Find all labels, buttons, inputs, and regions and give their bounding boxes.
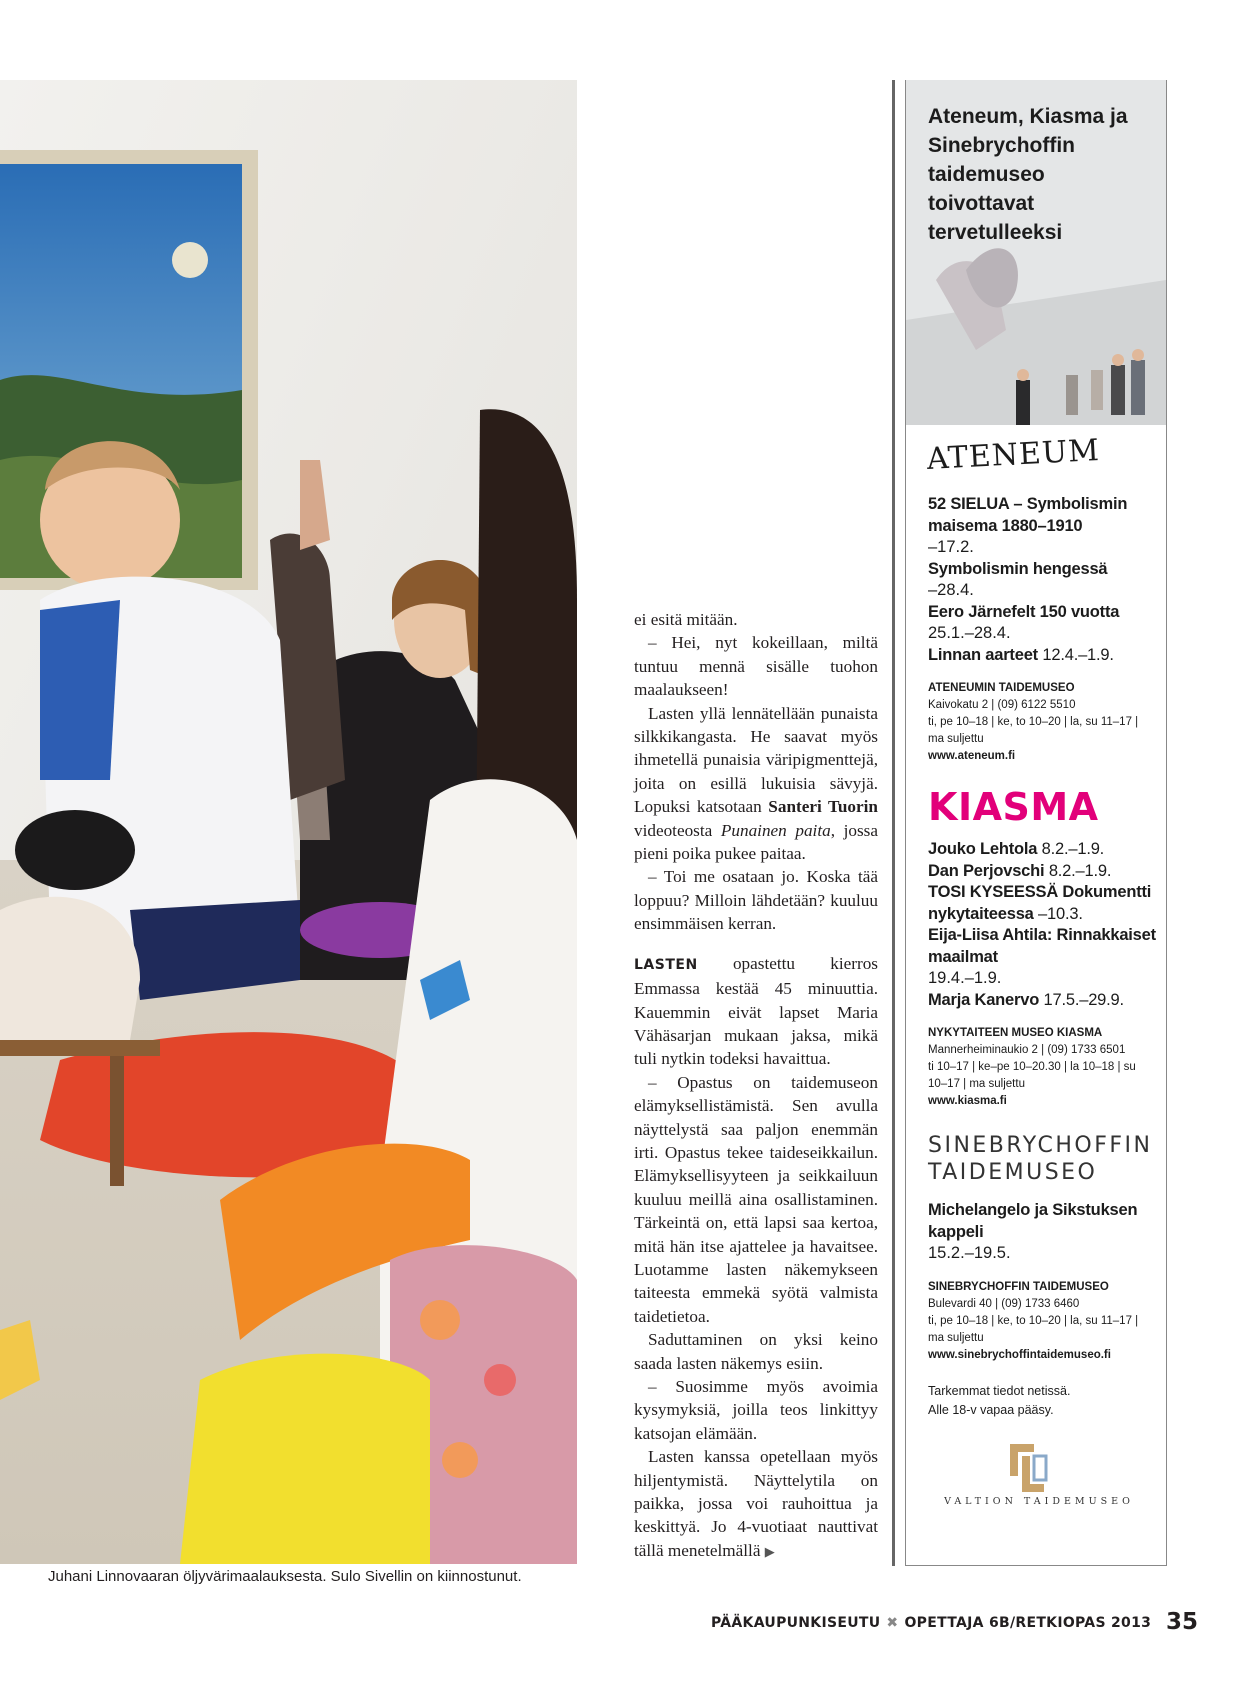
photo-caption: Juhani Linnovaaran öljyvärimaalauksesta. Sulo Sivellin on kiinnostunut. xyxy=(48,1568,522,1585)
article-paragraph: – Toi me osataan jo. Koska tää loppuu? Milloin lähdetään? kuuluu ensimmäisen kerran. xyxy=(634,867,878,934)
exhibition-date: 8.2.–1.9. xyxy=(1048,861,1112,880)
article-text: , jossa pieni poika pukee paitaa. xyxy=(634,820,878,864)
exhibition-title: Marja Kanervo xyxy=(928,990,1040,1009)
website-link[interactable]: www.kiasma.fi xyxy=(928,1095,1007,1107)
article-paragraph: – Opastus on taidemuseon elämyksellistämistä. Sen avulla näyttelystä saa paljon enemmän irti. Opastus tekee taideseikkailun. Elämyksellisyyteen ja seikkailuun kuuluu meillä aina osallistaminen. Tärkeintä on, että lapsi saa kertoa, mitä hän itse ajattelee ja havaitsee. Luotamme lasten näkemykseen taiteesta emmekä syötä valmista taidetietoa. xyxy=(634,1072,878,1326)
exhibition-date: 19.4.–1.9. xyxy=(928,969,1002,987)
continue-arrow-icon: ▶ xyxy=(764,1543,775,1559)
section-name: PÄÄKAUPUNKISEUTU xyxy=(711,1615,881,1631)
institution-name: NYKYTAITEEN MUSEO KIASMA xyxy=(928,1027,1103,1039)
lead-word: LASTEN xyxy=(634,956,698,973)
exhibition-title: Symbolismin hengessä xyxy=(928,559,1108,578)
exhibition-item xyxy=(928,861,1156,883)
article-paragraph xyxy=(634,702,878,866)
article-paragraph: ei esitä mitään. xyxy=(634,610,738,629)
exhibition-item xyxy=(928,882,1156,925)
exhibition-date: –17.2. xyxy=(928,538,974,556)
website-link[interactable]: www.sinebrychoffintaidemuseo.fi xyxy=(928,1348,1111,1361)
info-note-line: Alle 18-v vapaa pääsy. xyxy=(928,1402,1054,1417)
article-text: opastettu kierros Emmassa kestää 45 minuuttia. Kauemmin eivät lapset Maria Vähäsarjan mukaan jaksa, mikä tuli nytkin todeksi havaittua. xyxy=(634,953,878,1069)
institution-name: ATENEUMIN TAIDEMUSEO xyxy=(928,682,1075,694)
exhibition-date: 8.2.–1.9. xyxy=(1041,840,1105,858)
article-paragraph xyxy=(634,1445,878,1563)
sidebar-photo xyxy=(906,80,1166,425)
page-footer xyxy=(711,1615,1151,1631)
valtion-taidemuseo-wordmark: VALTION TAIDEMUSEO xyxy=(944,1496,1134,1507)
main-photo xyxy=(0,80,577,1564)
article-paragraph: – Hei, nyt kokeillaan, miltä tuntuu mennä sisälle tuohon maalaukseen! xyxy=(634,633,878,700)
article-paragraph: – Suosimme myös avoimia kysymyksiä, joilla teos linkittyy katsojan elämään. xyxy=(634,1377,878,1443)
exhibition-date: 15.2.–19.5. xyxy=(928,1244,1011,1262)
sidebar-headline: Ateneum, Kiasma ja Sinebrychoffin taidemuseo toivottavat tervetulleeksi xyxy=(928,105,1128,244)
info-note-line: Tarkemmat tiedot netissä. xyxy=(928,1383,1071,1398)
exhibition-item xyxy=(928,645,1156,667)
opening-hours: ti 10–17 | ke–pe 10–20.30 | la 10–18 | su 10–17 | ma suljettu xyxy=(928,1061,1136,1090)
children-in-museum-photo xyxy=(0,80,577,1564)
article-paragraph xyxy=(634,952,878,1071)
exhibition-title: 52 SIELUA – Symbolismin maisema 1880–1910 xyxy=(928,495,1128,535)
exhibition-date: 12.4.–1.9. xyxy=(1042,645,1114,664)
exhibition-title: Dan Perjovschi xyxy=(928,861,1045,880)
artist-name: Santeri Tuorin xyxy=(768,797,878,817)
exhibition-title: TOSI KYSEESSÄ Dokumentti nykytaiteessa xyxy=(928,883,1152,923)
sinebrychoff-logo xyxy=(928,1132,1156,1186)
opening-hours: ti, pe 10–18 | ke, to 10–20 | la, su 11–17 | ma suljettu xyxy=(928,716,1139,745)
article-text: Lasten yllä lennätellään punaista silkkikangasta. He saavat myös ihmetellä punaisia väripigmenttejä, joita on esillä lukuisia sävyjä. Lopuksi katsotaan xyxy=(634,703,878,817)
page-number: 35 xyxy=(1166,1609,1199,1635)
article-text: Lasten kanssa opetellaan myös hiljentymistä. Näyttelytila on paikka, jossa voi rauhoittua ja keskittyä. Jo 4-vuotiaat nauttivat tällä menetelmällä xyxy=(634,1447,878,1560)
exhibition-date: 17.5.–29.9. xyxy=(1043,990,1124,1009)
exhibition-item xyxy=(928,990,1156,1012)
article-text: videoteosta xyxy=(634,820,721,840)
exhibition-date: –10.3. xyxy=(1038,904,1083,923)
institution-address: Kaivokatu 2 | (09) 6122 5510 xyxy=(928,699,1076,711)
institution-address: Mannerheiminaukio 2 | (09) 1733 6501 xyxy=(928,1044,1126,1056)
kiasma-logo: KIASMA xyxy=(928,785,1099,829)
artwork-title: Punainen paita xyxy=(720,820,831,840)
institution-address: Bulevardi 40 | (09) 1733 6460 xyxy=(928,1297,1080,1310)
exhibition-item xyxy=(928,839,1156,861)
website-link[interactable]: www.ateneum.fi xyxy=(928,750,1016,762)
opening-hours: ti, pe 10–18 | ke, to 10–20 | la, su 11–17 | ma suljettu xyxy=(928,1314,1139,1344)
exhibition-title: Eero Järnefelt 150 vuotta xyxy=(928,602,1120,621)
info-note xyxy=(928,1382,1156,1420)
exhibition-title: Michelangelo ja Sikstuksen kappeli xyxy=(928,1201,1138,1241)
article-column xyxy=(634,608,878,1563)
ateneum-logo: ATENEUM xyxy=(926,432,1101,478)
exhibition-date: 25.1.–28.4. xyxy=(928,624,1011,642)
exhibition-title: Jouko Lehtola xyxy=(928,840,1038,858)
exhibition-title: Linnan aarteet xyxy=(928,645,1038,664)
museum-sidebar xyxy=(905,80,1167,1566)
exhibition-date: –28.4. xyxy=(928,581,974,599)
sinebrychoff-logo-line: SINEBRYCHOFFIN xyxy=(928,1133,1153,1158)
valtion-taidemuseo-logo-icon xyxy=(1004,1440,1052,1498)
sidebar-listings xyxy=(926,432,1156,1420)
institution-name: SINEBRYCHOFFIN TAIDEMUSEO xyxy=(928,1280,1109,1293)
exhibition-title: Eija-Liisa Ahtila: Rinnakkaiset maailmat xyxy=(928,926,1156,966)
sinebrychoff-logo-line: TAIDEMUSEO xyxy=(928,1160,1098,1185)
article-paragraph: Saduttaminen on yksi keino saada lasten näkemys esiin. xyxy=(634,1330,878,1373)
publication-name: OPETTAJA 6B/RETKIOPAS 2013 xyxy=(904,1615,1152,1631)
separator-icon: ✖ xyxy=(886,1615,899,1631)
